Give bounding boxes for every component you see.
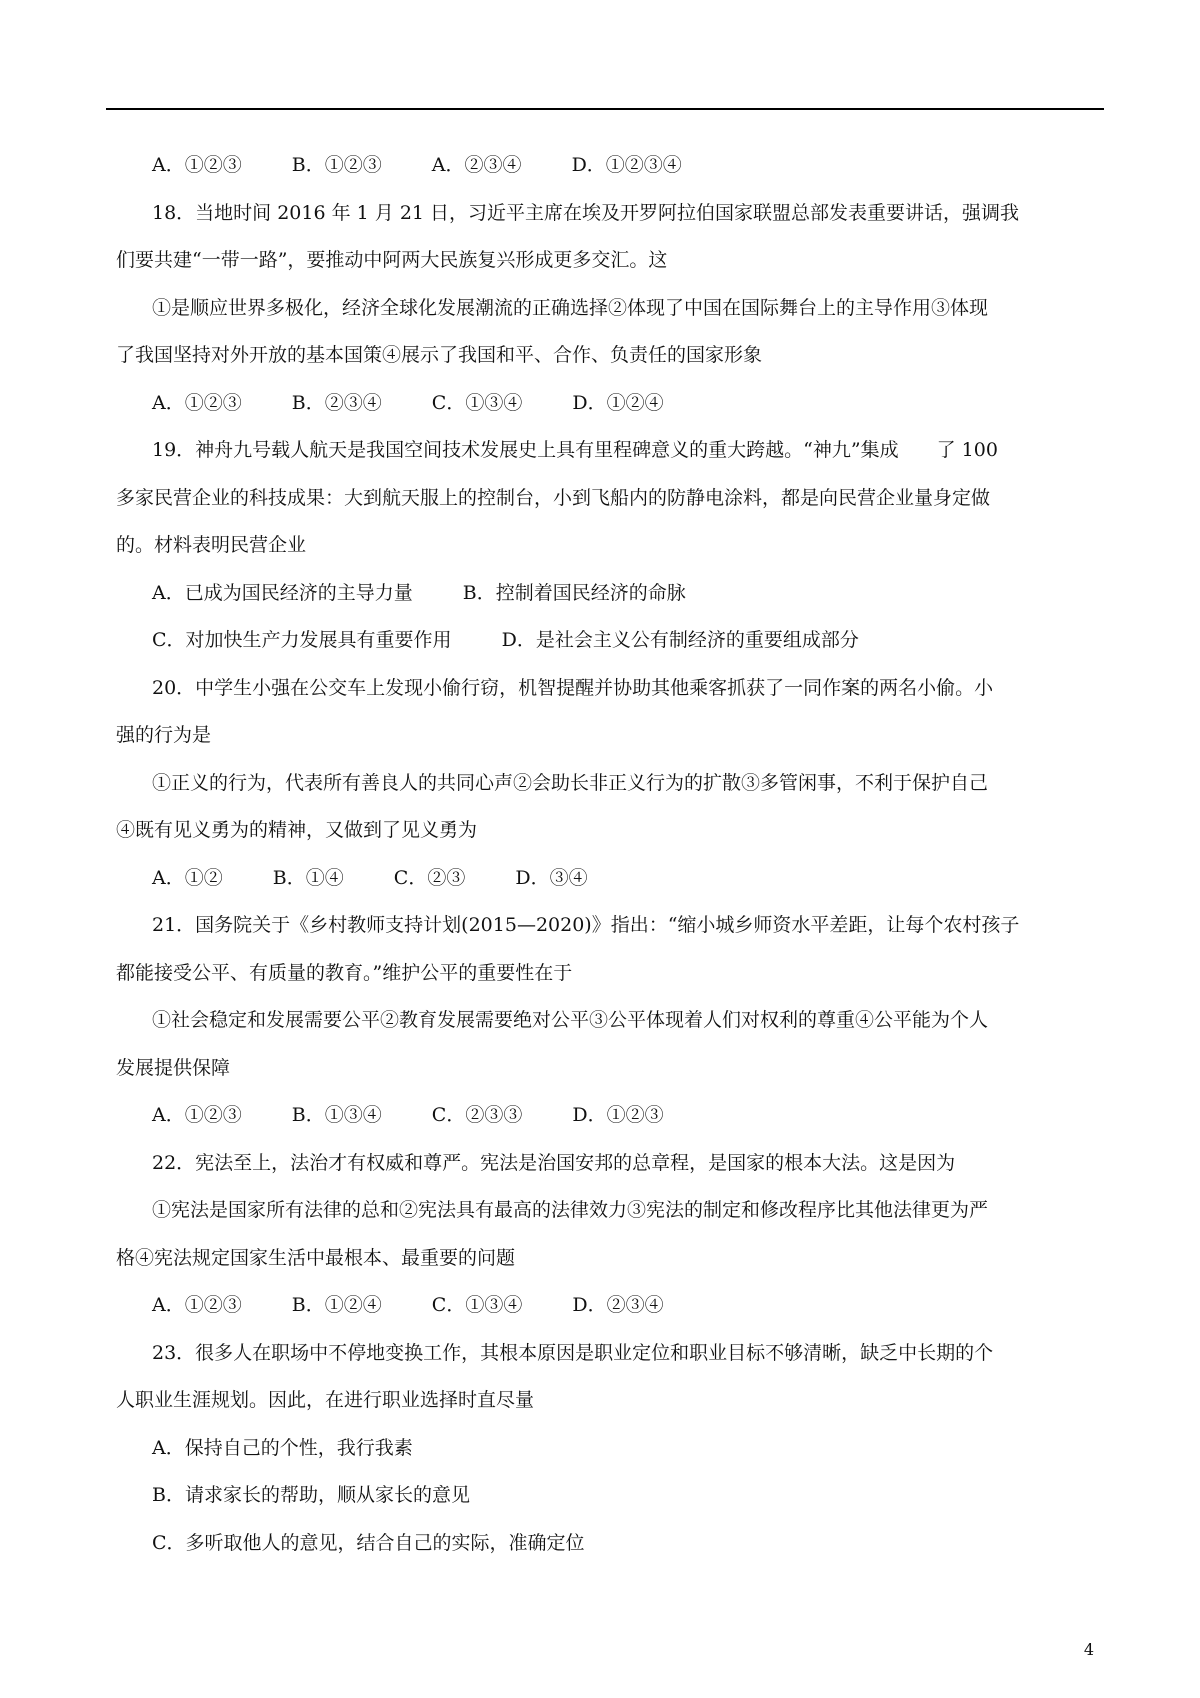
q19-option-d: D．是社会主义公有制经济的重要组成部分 [501, 629, 859, 651]
q21-option-b: B．①③④ [291, 1104, 382, 1126]
q18-statements-line-1: ①是顺应世界多极化，经济全球化发展潮流的正确选择②体现了中国在国际舞台上的主导作用③体现 [152, 296, 989, 319]
q22-option-b: B．①②④ [291, 1294, 382, 1316]
q21-stem-line-2: 都能接受公平、有质量的教育。”维护公平的重要性在于 [116, 961, 573, 984]
q18-option-a: A．①②③ [152, 391, 242, 414]
q19-stem-line-1: 19．神舟九号载人航天是我国空间技术发展史上具有里程碑意义的重大跨越。“神九”集成 了 100 [152, 439, 998, 461]
header-rule [106, 108, 1104, 110]
q21-options [116, 1100, 1100, 1130]
q18-option-d: D．①②④ [572, 391, 664, 414]
q18-options [116, 388, 1100, 418]
q21-statements-line-1: ①社会稳定和发展需要公平②教育发展需要绝对公平③公平体现着人们对权利的尊重④公平能为个人 [152, 1009, 989, 1031]
q21-statements-line-2: 发展提供保障 [116, 1056, 231, 1079]
q20-options [116, 863, 1100, 893]
q19-option-c: C．对加快生产力发展具有重要作用 [152, 629, 452, 651]
q22-options [116, 1290, 1100, 1320]
q18-option-c: C．①③④ [431, 391, 523, 414]
q18-stem-line-2: 们要共建“一带一路”，要推动中阿两大民族复兴形成更多交汇。这 [116, 249, 668, 271]
q17-option-c: A．②③④ [431, 154, 522, 176]
q19-options-row-1 [116, 578, 1100, 608]
q23-option-a: A．保持自己的个性，我行我素 [152, 1436, 413, 1459]
q18-option-b: B．②③④ [291, 391, 382, 414]
q18-statements-line-2: 了我国坚持对外开放的基本国策④展示了我国和平、合作、负责任的国家形象 [116, 344, 763, 366]
q22-stem-line-1: 22．宪法至上，法治才有权威和尊严。宪法是治国安邦的总章程，是国家的根本大法。这是因为 [152, 1151, 956, 1174]
q19-option-b: B．控制着国民经济的命脉 [462, 581, 686, 604]
q20-option-a: A．①② [152, 866, 223, 889]
q20-option-d: D．③④ [515, 866, 588, 889]
q19-stem-line-2: 多家民营企业的科技成果：大到航天服上的控制台，小到飞船内的防静电涂料，都是向民营企业量身定做 [116, 486, 991, 509]
q23-stem-line-1: 23．很多人在职场中不停地变换工作，其根本原因是职业定位和职业目标不够清晰，缺乏中长期的个 [152, 1341, 994, 1364]
q22-option-a: A．①②③ [152, 1294, 242, 1316]
page-number: 4 [1083, 1640, 1094, 1659]
q17-option-b: B．①②③ [291, 154, 382, 176]
q22-option-c: C．①③④ [431, 1294, 523, 1316]
q17-option-a: A．①②③ [152, 154, 242, 176]
q23-option-c: C．多听取他人的意见，结合自己的实际，准确定位 [152, 1531, 585, 1554]
q21-option-a: A．①②③ [152, 1104, 242, 1126]
q18-stem-line-1: 18．当地时间 2016 年 1 月 21 日，习近平主席在埃及开罗阿拉伯国家联盟总部发表重要讲话，强调我 [152, 201, 1020, 224]
q23-option-b: B．请求家长的帮助，顺从家长的意见 [152, 1484, 470, 1506]
q21-option-d: D．①②③ [572, 1104, 664, 1126]
q17-options [116, 150, 1100, 180]
q20-statements-line-1: ①正义的行为，代表所有善良人的共同心声②会助长非正义行为的扩散③多管闲事，不利于保护自己 [152, 771, 989, 794]
q19-options-row-2 [116, 625, 1100, 655]
q22-option-d: D．②③④ [572, 1294, 664, 1316]
q20-option-b: B．①④ [272, 866, 344, 889]
q19-option-a: A．已成为国民经济的主导力量 [152, 581, 413, 604]
q21-option-c: C．②③③ [431, 1104, 523, 1126]
q20-stem-line-1: 20．中学生小强在公交车上发现小偷行窃，机智提醒并协助其他乘客抓获了一同作案的两名小偷。小 [152, 676, 994, 699]
q22-statements-line-1: ①宪法是国家所有法律的总和②宪法具有最高的法律效力③宪法的制定和修改程序比其他法律更为严 [152, 1199, 989, 1221]
q23-stem-line-2: 人职业生涯规划。因此，在进行职业选择时直尽量 [116, 1389, 535, 1411]
q20-option-c: C．②③ [393, 866, 466, 889]
q20-statements-line-2: ④既有见义勇为的精神，又做到了见义勇为 [116, 819, 478, 841]
q17-option-d: D．①②③④ [571, 154, 682, 176]
question-list [116, 150, 1100, 1575]
q19-stem-line-3: 的。材料表明民营企业 [116, 534, 307, 556]
q21-stem-line-1: 21．国务院关于《乡村教师支持计划(2015—2020)》指出：“缩小城乡师资水平差距，让每个农村孩子 [152, 914, 1020, 936]
q20-stem-line-2: 强的行为是 [116, 724, 212, 746]
q22-statements-line-2: 格④宪法规定国家生活中最根本、最重要的问题 [116, 1246, 516, 1269]
